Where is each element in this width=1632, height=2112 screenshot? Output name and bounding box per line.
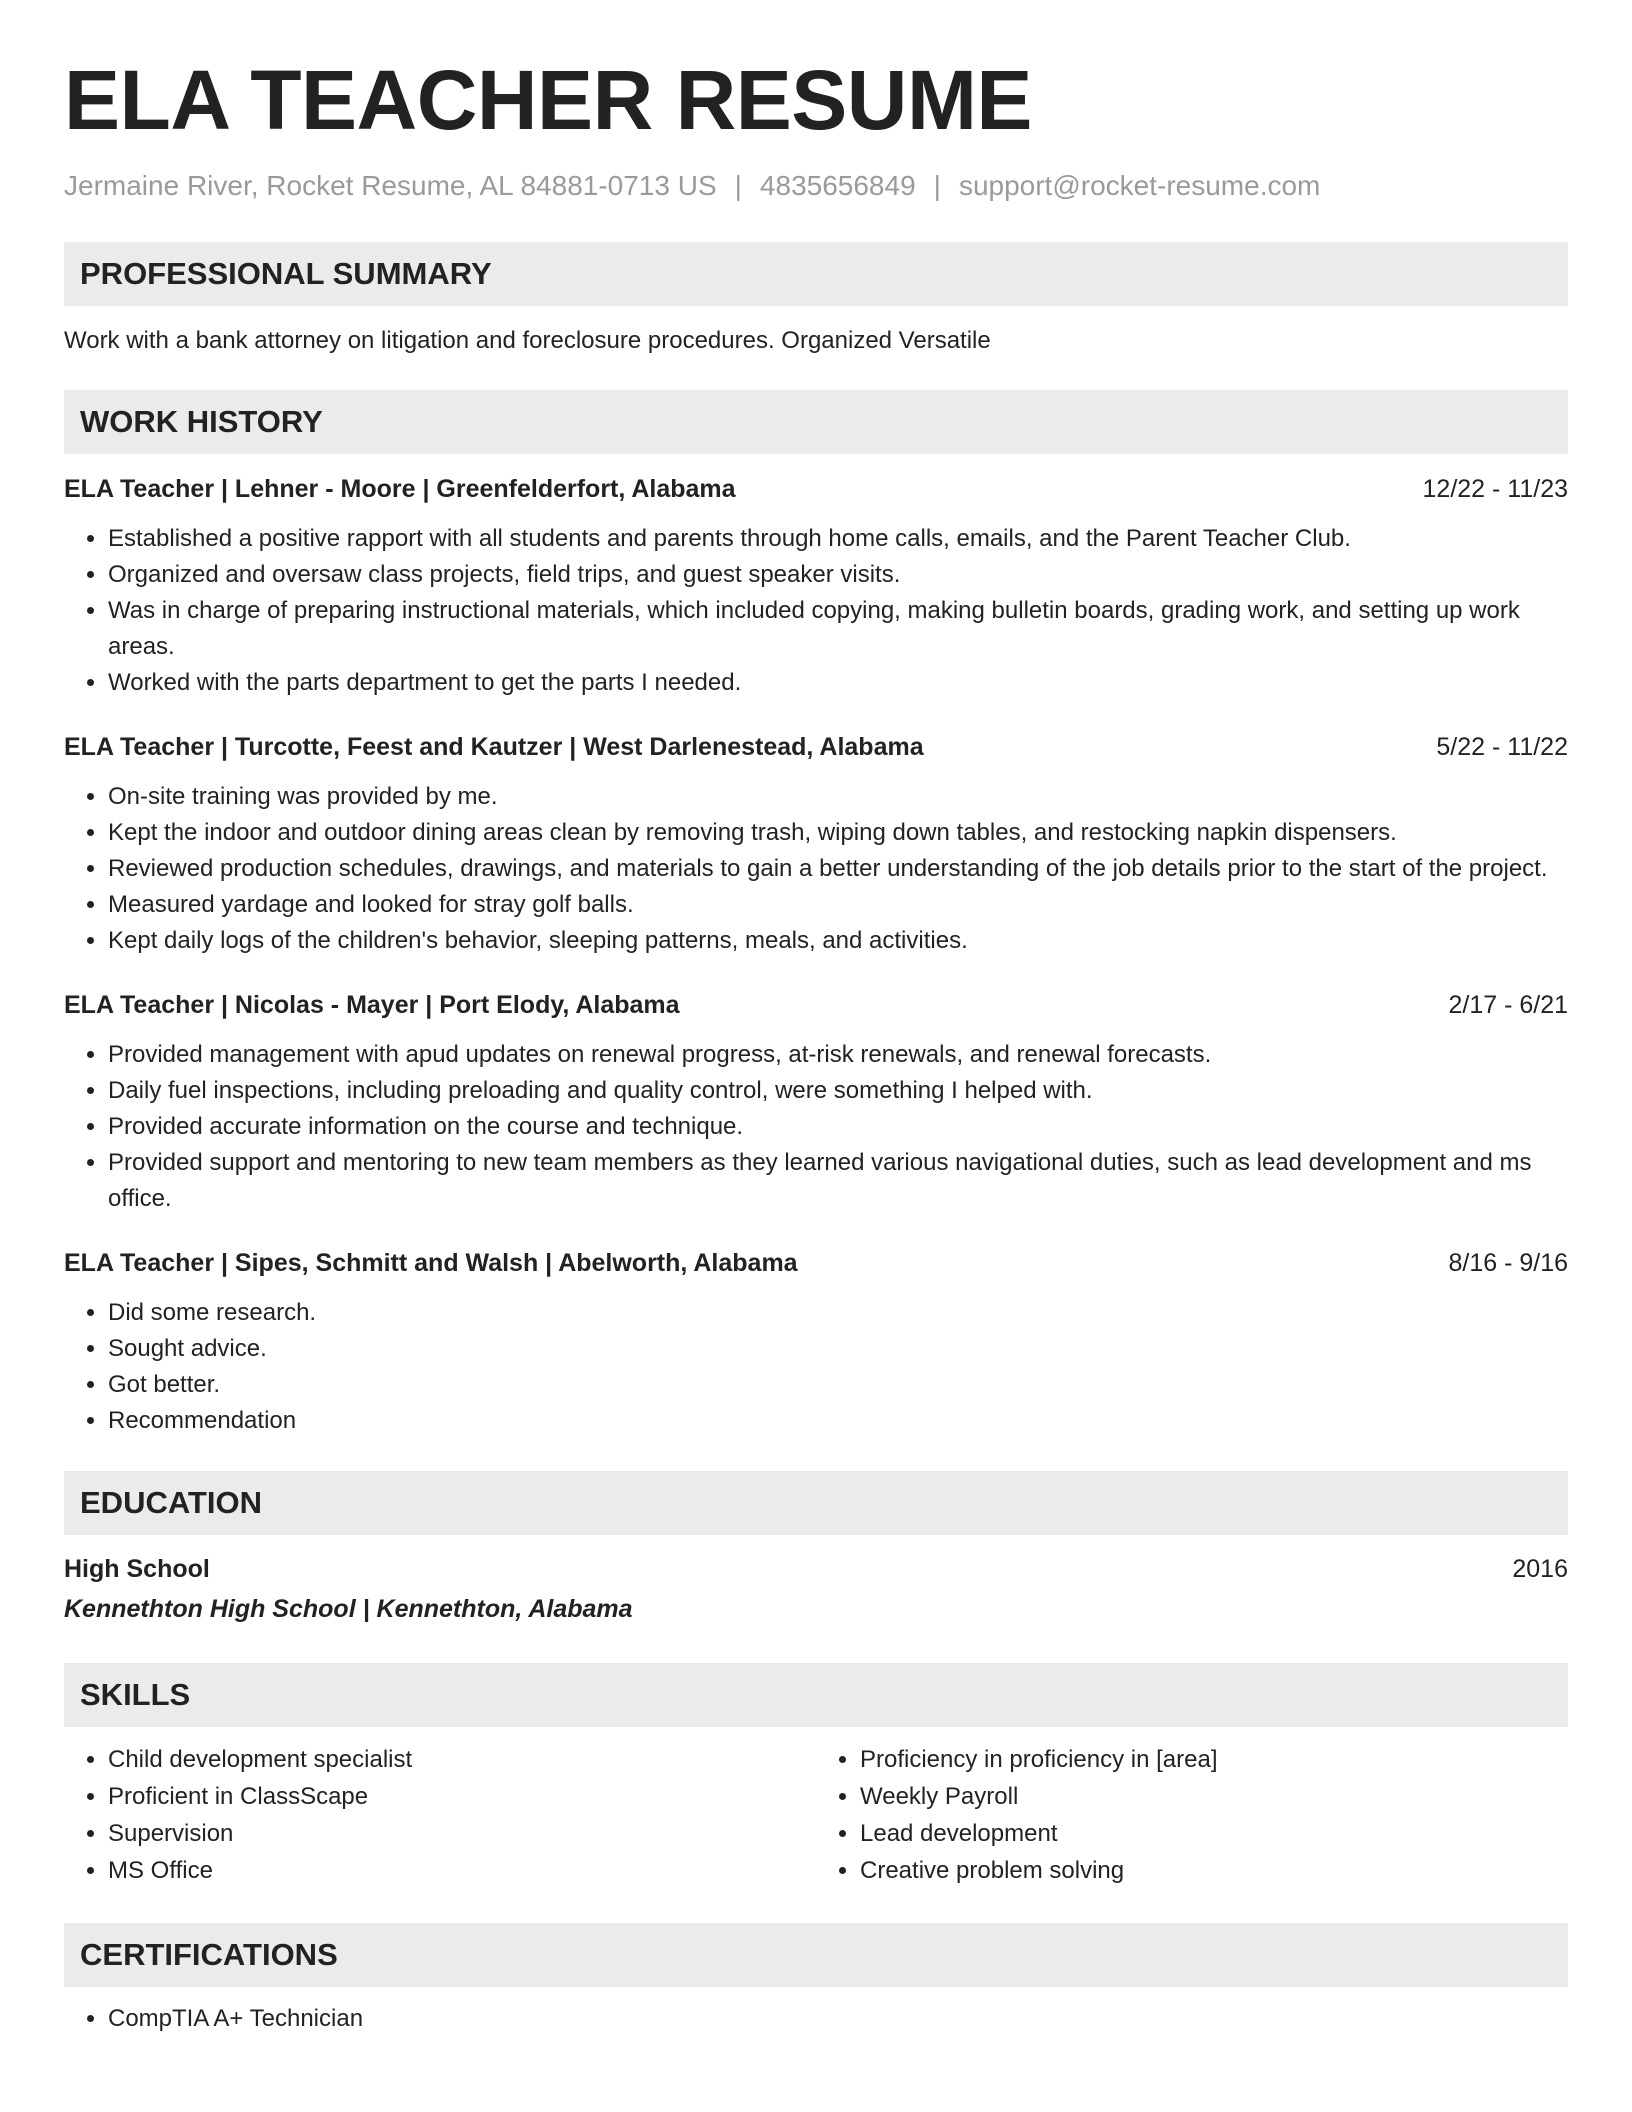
job-entry — [64, 471, 1568, 701]
section-header-certifications: CERTIFICATIONS — [64, 1923, 1568, 1987]
job-title: ELA Teacher | Nicolas - Mayer | Port Elody, Alabama — [64, 991, 680, 1019]
job-bullet: • Provided accurate information on the course and technique. — [108, 1109, 1568, 1145]
job-header — [64, 1245, 1568, 1281]
job-dates: 2/17 - 6/21 — [1448, 991, 1568, 1019]
job-bullets — [64, 1037, 1568, 1217]
certification-item: • CompTIA A+ Technician — [108, 2001, 1568, 2037]
job-bullet: • Kept daily logs of the children's behavior, sleeping patterns, meals, and activities. — [108, 923, 1568, 959]
job-dates: 8/16 - 9/16 — [1448, 1249, 1568, 1277]
section-header-summary: PROFESSIONAL SUMMARY — [64, 242, 1568, 306]
skill-item: • Proficiency in proficiency in [area] — [860, 1741, 1568, 1778]
skills-list — [64, 1741, 1568, 1889]
job-entry — [64, 987, 1568, 1217]
job-bullet: • Daily fuel inspections, including preloading and quality control, were something I helped with. — [108, 1073, 1568, 1109]
education-degree: High School — [64, 1555, 210, 1583]
resume-title: ELA TEACHER RESUME — [64, 53, 1032, 147]
job-bullet: • Worked with the parts department to get the parts I needed. — [108, 665, 1568, 701]
contact-separator: | — [933, 170, 941, 201]
skill-item: • Weekly Payroll — [860, 1778, 1568, 1815]
job-bullet: • On-site training was provided by me. — [108, 779, 1568, 815]
job-bullet: • Organized and oversaw class projects, field trips, and guest speaker visits. — [108, 557, 1568, 593]
summary-text: Work with a bank attorney on litigation and foreclosure procedures. Organized Versatile — [64, 327, 991, 354]
job-bullet: • Kept the indoor and outdoor dining areas clean by removing trash, wiping down tables, and restocking napkin dispensers. — [108, 815, 1568, 851]
job-header — [64, 729, 1568, 765]
skill-item: • Proficient in ClassScape — [108, 1778, 816, 1815]
job-title: ELA Teacher | Lehner - Moore | Greenfelderfort, Alabama — [64, 475, 736, 503]
job-bullets — [64, 521, 1568, 701]
contact-address: Jermaine River, Rocket Resume, AL 84881-0713 US — [64, 170, 717, 201]
education-year: 2016 — [1512, 1555, 1568, 1583]
job-bullet: • Established a positive rapport with all students and parents through home calls, emails, and the Parent Teacher Club. — [108, 521, 1568, 557]
job-bullet: • Provided support and mentoring to new team members as they learned various navigational duties, such as lead development and ms office. — [108, 1145, 1568, 1217]
education-school: Kennethton High School | Kennethton, Alabama — [64, 1595, 633, 1623]
section-header-education: EDUCATION — [64, 1471, 1568, 1535]
section-header-work-history: WORK HISTORY — [64, 390, 1568, 454]
job-dates: 5/22 - 11/22 — [1436, 733, 1568, 761]
job-title: ELA Teacher | Sipes, Schmitt and Walsh | Abelworth, Alabama — [64, 1249, 798, 1277]
job-title: ELA Teacher | Turcotte, Feest and Kautzer | West Darlenestead, Alabama — [64, 733, 924, 761]
skill-item: • Creative problem solving — [860, 1852, 1568, 1889]
job-bullet: • Provided management with apud updates on renewal progress, at-risk renewals, and renewal forecasts. — [108, 1037, 1568, 1073]
skills-column-left — [64, 1741, 816, 1889]
job-bullet: • Recommendation — [108, 1403, 1568, 1439]
education-header — [64, 1551, 1568, 1587]
job-bullet: • Sought advice. — [108, 1331, 1568, 1367]
skills-column-right — [816, 1741, 1568, 1889]
job-bullets — [64, 1295, 1568, 1439]
certifications-list — [64, 2001, 1568, 2037]
skill-item: • Child development specialist — [108, 1741, 816, 1778]
contact-phone: 4835656849 — [759, 170, 916, 201]
job-bullet: • Was in charge of preparing instructional materials, which included copying, making bulletin boards, grading work, and setting up work areas. — [108, 593, 1568, 665]
contact-line — [64, 166, 1568, 206]
contact-email: support@rocket-resume.com — [958, 170, 1321, 201]
job-bullets — [64, 779, 1568, 959]
job-entry — [64, 729, 1568, 959]
job-dates: 12/22 - 11/23 — [1422, 475, 1568, 503]
job-bullet: • Did some research. — [108, 1295, 1568, 1331]
skill-item: • Supervision — [108, 1815, 816, 1852]
contact-separator: | — [734, 170, 742, 201]
job-bullet: • Measured yardage and looked for stray golf balls. — [108, 887, 1568, 923]
job-header — [64, 987, 1568, 1023]
job-bullet: • Got better. — [108, 1367, 1568, 1403]
job-entry — [64, 1245, 1568, 1439]
skill-item: • Lead development — [860, 1815, 1568, 1852]
job-bullet: • Reviewed production schedules, drawings, and materials to gain a better understanding of the job details prior to the start of the project. — [108, 851, 1568, 887]
skill-item: • MS Office — [108, 1852, 816, 1889]
section-header-skills: SKILLS — [64, 1663, 1568, 1727]
job-header — [64, 471, 1568, 507]
